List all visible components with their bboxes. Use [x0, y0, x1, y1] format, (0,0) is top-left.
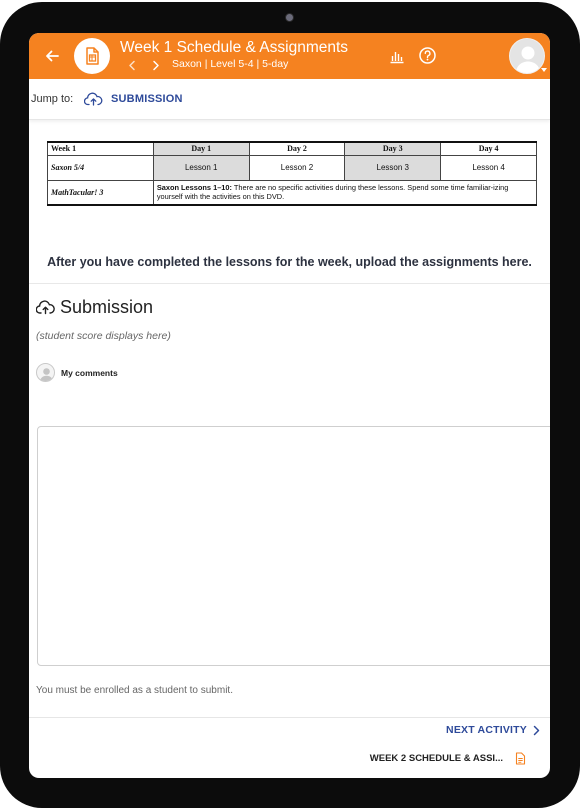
- document-icon: [83, 46, 101, 66]
- next-activity-link[interactable]: [446, 724, 540, 736]
- jump-link-label: SUBMISSION: [111, 93, 183, 105]
- enrollment-notice: You must be enrolled as a student to submit.: [36, 685, 233, 696]
- user-avatar[interactable]: [509, 38, 545, 74]
- top-bar: [29, 33, 550, 79]
- day-header: Day 1: [153, 142, 249, 155]
- next-button[interactable]: [149, 57, 163, 73]
- chevron-right-icon: [152, 60, 160, 71]
- lesson-cell: Lesson 2: [249, 155, 345, 180]
- next-activity-label: NEXT ACTIVITY: [446, 724, 527, 736]
- previous-button[interactable]: [125, 57, 139, 73]
- user-silhouette-icon: [37, 364, 55, 382]
- user-silhouette-icon: [510, 39, 545, 74]
- note-heading: Saxon Lessons 1–10:: [156, 183, 232, 193]
- subject-cell: Saxon 5/4: [48, 155, 154, 180]
- section-divider: [29, 283, 550, 284]
- jump-label: Jump to:: [31, 93, 74, 105]
- lesson-cell: Lesson 1: [153, 155, 249, 180]
- comment-avatar: [36, 363, 55, 382]
- document-icon: [515, 752, 526, 765]
- bar-chart-icon: [388, 47, 406, 65]
- page-title: Week 1 Schedule & Assignments: [120, 39, 349, 56]
- question-circle-icon: [418, 46, 437, 65]
- table-header-row: [48, 142, 537, 155]
- avatar-dropdown-caret[interactable]: [541, 68, 547, 72]
- day-header: Day 4: [441, 142, 537, 155]
- chevron-left-icon: [128, 60, 136, 71]
- comment-textarea[interactable]: [37, 426, 550, 666]
- chevron-right-icon: [533, 725, 540, 736]
- cloud-upload-icon: [84, 92, 103, 106]
- lesson-cell: Lesson 3: [345, 155, 441, 180]
- jump-to-submission-link[interactable]: [84, 89, 183, 109]
- course-breadcrumb: Saxon | Level 5-4 | 5-day: [172, 58, 289, 70]
- table-row: [48, 180, 537, 205]
- note-text: There are no specific activities during these lessons. Spend some time familiar-izing yourself with the activities on this DVD.: [156, 183, 509, 202]
- next-activity-title-link[interactable]: [370, 752, 526, 765]
- score-placeholder: (student score displays here): [36, 330, 171, 342]
- stats-button[interactable]: [388, 47, 406, 65]
- table-row: [48, 155, 537, 180]
- footer-divider: [29, 717, 550, 718]
- help-button[interactable]: [418, 46, 437, 65]
- day-header: Day 2: [249, 142, 345, 155]
- submission-heading: Submission: [60, 297, 154, 317]
- subject-cell: MathTacular! 3: [48, 180, 154, 205]
- day-header: Day 3: [345, 142, 441, 155]
- app-screen: [29, 33, 550, 778]
- tablet-frame: [0, 2, 580, 808]
- my-comments-label: My comments: [61, 368, 118, 378]
- upload-instructions: After you have completed the lessons for the week, upload the assignments here.: [47, 255, 532, 269]
- cloud-upload-icon: [36, 299, 55, 315]
- assignment-badge: [74, 38, 110, 74]
- note-cell: [153, 180, 536, 205]
- arrow-left-icon: [44, 48, 60, 64]
- schedule-table: [47, 141, 537, 206]
- front-camera: [286, 14, 293, 21]
- next-activity-title: WEEK 2 SCHEDULE & ASSI...: [369, 753, 503, 764]
- week-cell: Week 1: [48, 142, 154, 155]
- back-button[interactable]: [41, 45, 63, 67]
- jump-bar: [29, 79, 550, 120]
- lesson-cell: Lesson 4: [441, 155, 537, 180]
